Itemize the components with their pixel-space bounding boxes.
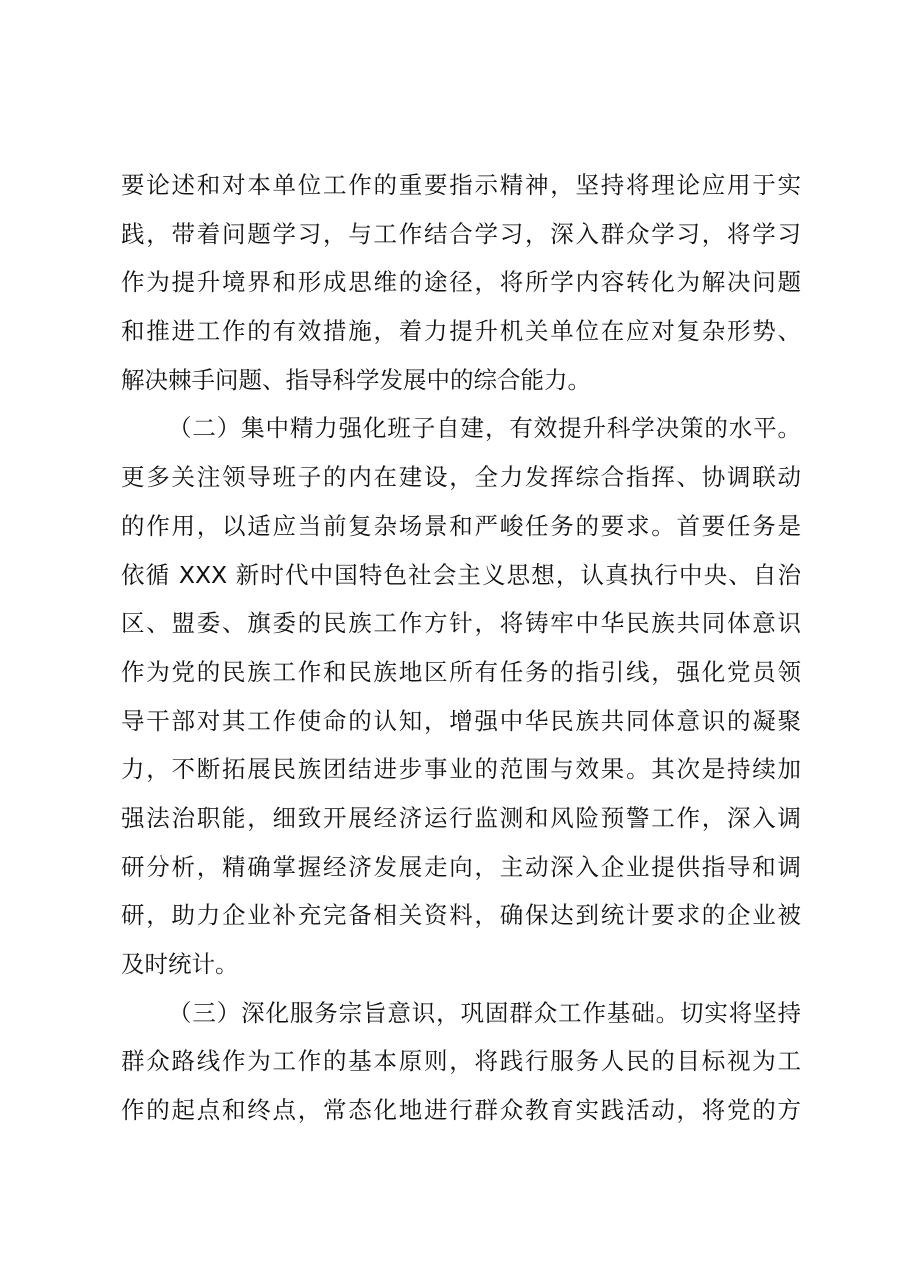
text-line: 群众路线作为工作的基本原则，将践行服务人民的目标视为工	[121, 1047, 801, 1076]
text-line: 的作用，以适应当前复杂场景和严峻任务的要求。首要任务是	[121, 511, 801, 540]
paragraph-section-2	[121, 404, 801, 988]
text-line: 及时统计。	[121, 950, 239, 978]
text-line: 力，不断拓展民族团结进步事业的范围与效果。其次是持续加	[121, 755, 801, 784]
text-line: 导干部对其工作使命的认知，增强中华民族共同体意识的凝聚	[121, 706, 801, 735]
text-line: 作为党的民族工作和民族地区所有任务的指引线，强化党员领	[121, 657, 801, 686]
text-line: 强法治职能，细致开展经济运行监测和风险预警工作，深入调	[121, 803, 801, 832]
text-line: 研分析，精确掌握经济发展走向，主动深入企业提供指导和调	[121, 852, 801, 881]
paragraph-section-3	[121, 989, 801, 1135]
text-line: 要论述和对本单位工作的重要指示精神，坚持将理论应用于实	[121, 171, 801, 199]
text-line: 解决棘手问题、指导科学发展中的综合能力。	[121, 365, 591, 394]
text-line: 践，带着问题学习，与工作结合学习，深入群众学习，将学习	[121, 219, 801, 248]
text-line: 作为提升境界和形成思维的途径，将所学内容转化为解决问题	[121, 268, 801, 297]
text-line: 和推进工作的有效措施，着力提升机关单位在应对复杂形势、	[121, 317, 801, 346]
text-line: 更多关注领导班子的内在建设，全力发挥综合指挥、协调联动	[121, 463, 801, 492]
document-body	[121, 161, 801, 1135]
section-heading-line: （二）集中精力强化班子自建，有效提升科学决策的水平。	[168, 414, 801, 443]
paragraph-continuation	[121, 161, 801, 404]
section-heading-line: （三）深化服务宗旨意识，巩固群众工作基础。切实将坚持	[168, 998, 801, 1027]
text-line: 作的起点和终点，常态化地进行群众教育实践活动，将党的方	[121, 1096, 801, 1125]
text-line: 区、盟委、旗委的民族工作方针，将铸牢中华民族共同体意识	[121, 609, 801, 638]
text-line: 依循 XXX 新时代中国特色社会主义思想，认真执行中央、自治	[121, 560, 801, 589]
text-line: 研，助力企业补充完备相关资料，确保达到统计要求的企业被	[121, 901, 801, 930]
